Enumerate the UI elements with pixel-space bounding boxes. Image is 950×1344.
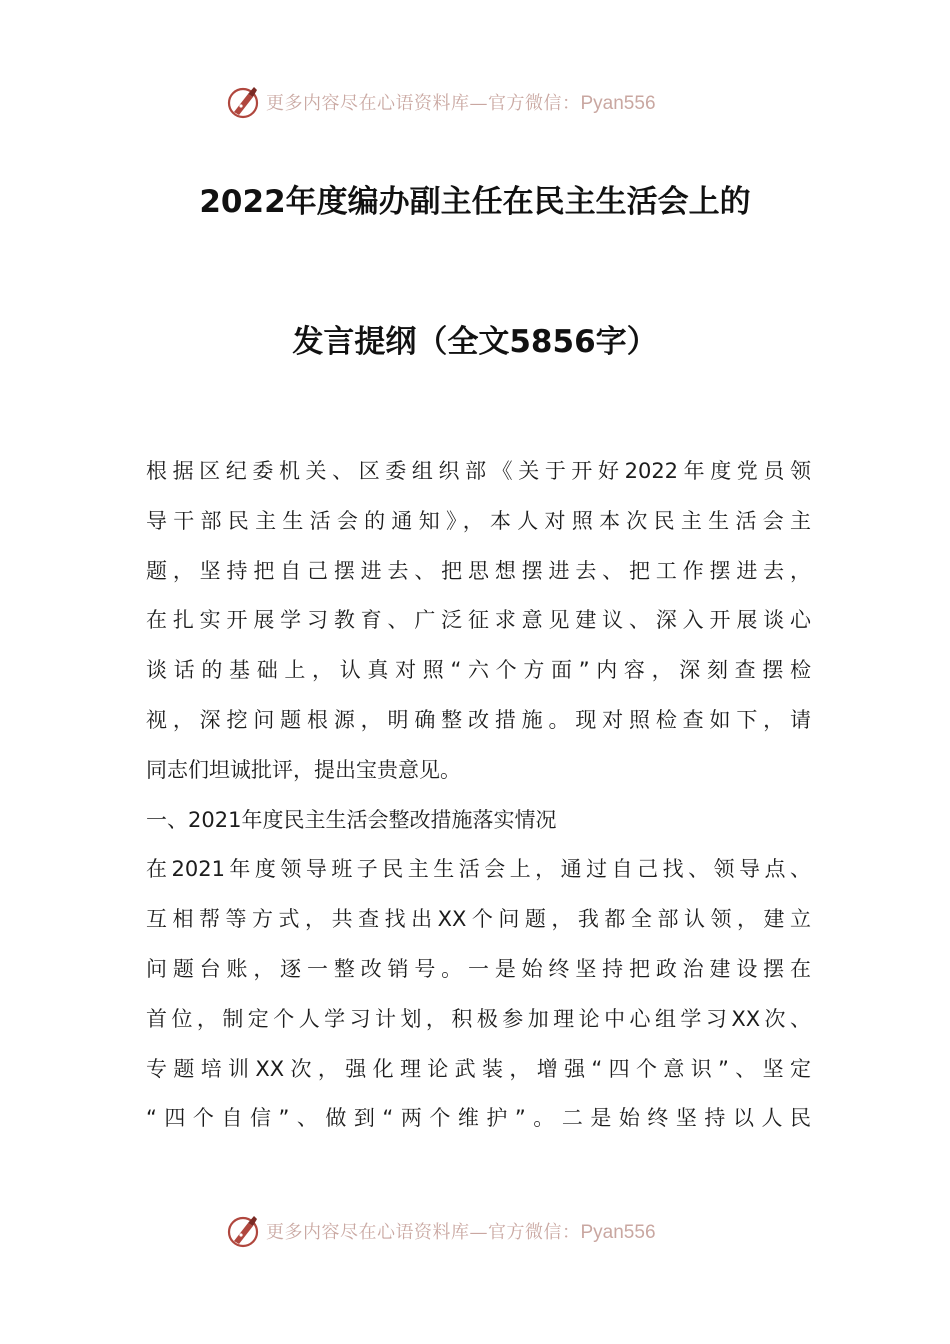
header-watermark-banner (0, 82, 950, 122)
text-line: 专题培训XX次，强化理论武装，增强“四个意识”、坚定 (146, 1056, 811, 1081)
text-line: 在扎实开展学习教育、广泛征求意见建议、深入开展谈心 (146, 608, 811, 633)
footer-watermark-banner (0, 1211, 950, 1251)
section-heading: 一、2021年度民主生活会整改措施落实情况 (146, 807, 557, 832)
page-title-line-2: 发言提纲（全文5856字） (292, 324, 658, 360)
text-line: 首位，制定个人学习计划，积极参加理论中心组学习XX次、 (146, 1006, 811, 1031)
text-line: 问题台账，逐一整改销号。一是始终坚持把政治建设摆在 (146, 956, 811, 981)
wechat-id: Pyan556 (580, 1222, 656, 1243)
text-line: 视，深挖问题根源，明确整改措施。现对照检查如下，请 (146, 707, 811, 732)
text-line: 互相帮等方式，共查找出XX个问题，我都全部认领，建立 (146, 907, 811, 932)
pen-nib-circle-icon (226, 84, 262, 120)
text-line: “四个自信”、做到“两个维护”。二是始终坚持以人民 (146, 1106, 811, 1131)
text-line: 谈话的基础上，认真对照“六个方面”内容，深刻查摆检 (146, 658, 811, 683)
watermark-text: 更多内容尽在心语资料库—官方微信：Pyan556 (266, 93, 656, 114)
text-line: 导干部民主生活会的通知》，本人对照本次民主生活会主 (146, 508, 811, 533)
pen-nib-circle-icon (226, 1213, 262, 1249)
text-line: 根据区纪委机关、区委组织部《关于开好2022年度党员领 (146, 459, 811, 483)
wechat-id: Pyan556 (580, 93, 656, 114)
watermark-text: 更多内容尽在心语资料库—官方微信：Pyan556 (266, 1222, 656, 1243)
page-title-line-1: 2022年度编办副主任在民主生活会上的 (199, 184, 751, 220)
text-line: 同志们坦诚批评，提出宝贵意见。 (146, 757, 461, 782)
text-line: 在2021年度领导班子民主生活会上，通过自己找、领导点、 (146, 857, 811, 882)
text-line: 题，坚持把自己摆进去、把思想摆进去、把工作摆进去， (146, 558, 811, 583)
document-body (146, 447, 811, 1144)
